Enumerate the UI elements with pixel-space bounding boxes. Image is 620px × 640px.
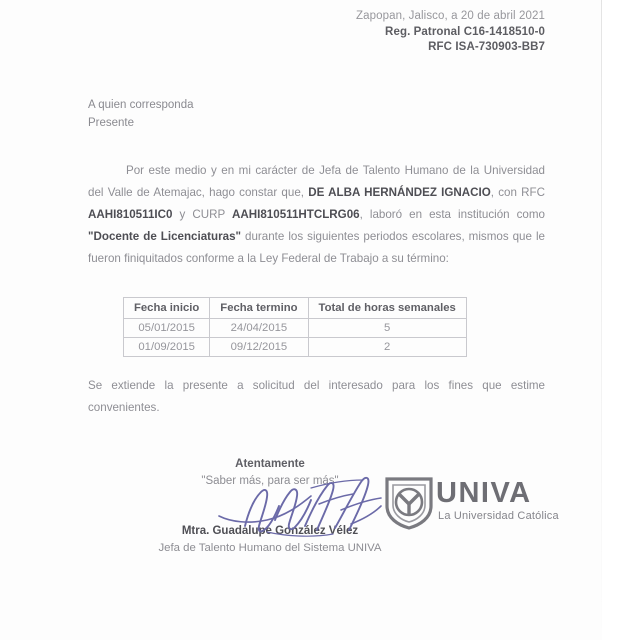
header-registro-patronal: Reg. Patronal C16-1418510-0 (385, 26, 545, 38)
table-row (124, 319, 467, 338)
signer-name: Mtra. Guadalupe González Vélez (181, 525, 359, 537)
body-segment-2: , con RFC (490, 186, 545, 199)
cell-weekly-hours: 2 (308, 338, 466, 357)
body-segment-4: , laboró en esta institución como (359, 208, 545, 221)
addressee-block (88, 96, 194, 132)
table-header-row (124, 298, 467, 319)
header-place-date: Zapopan, Jalisco, a 20 de abril 2021 (355, 10, 545, 22)
institution-motto: "Saber más, para ser más" (201, 475, 339, 487)
univa-tagline: La Universidad Católica (438, 510, 559, 522)
closing-paragraph: Se extiende la presente a solicitud del interesado para los fines que estime convenientes. (88, 379, 545, 414)
employee-name: DE ALBA HERNÁNDEZ IGNACIO (308, 186, 491, 199)
column-header-start-date: Fecha inicio (124, 298, 210, 319)
cell-start-date: 05/01/2015 (124, 319, 210, 338)
employee-position: "Docente de Licenciaturas" (88, 230, 242, 243)
cell-end-date: 09/12/2015 (210, 338, 308, 357)
body-paragraph (88, 160, 545, 270)
document-header (200, 10, 545, 56)
body-segment-5: durante los siguientes periodos escolares, mismos que le fueron finiquitados conforme a la Ley Federal de Trabajo a su término: (88, 230, 545, 265)
column-header-weekly-hours: Total de horas semanales (308, 298, 466, 319)
signature-salutation: Atentamente (235, 458, 305, 470)
column-header-end-date: Fecha termino (210, 298, 308, 319)
univa-logo (384, 476, 559, 534)
body-segment-1: Por este medio y en mi carácter de Jefa de Talento Humano de la Universidad del Valle de Atemajac, hago constar que, (88, 164, 545, 199)
signature-block (120, 458, 420, 554)
employment-periods-table (123, 297, 467, 357)
univa-shield-icon (384, 476, 434, 530)
addressee-line-2: Presente (88, 117, 135, 129)
cell-weekly-hours: 5 (308, 319, 466, 338)
scan-margin-artifact (602, 0, 620, 640)
table-row (124, 338, 467, 357)
signer-role: Jefa de Talento Humano del Sistema UNIVA (158, 542, 382, 554)
body-segment-3: y CURP (172, 208, 233, 221)
cell-start-date: 01/09/2015 (124, 338, 210, 357)
cell-end-date: 24/04/2015 (210, 319, 308, 338)
employee-rfc: AAHI810511IC0 (88, 208, 173, 221)
header-institution-rfc: RFC ISA-730903-BB7 (428, 41, 545, 53)
addressee-line-1: A quien corresponda (88, 99, 194, 111)
univa-wordmark: UNIVA (436, 477, 532, 509)
employee-curp: AAHI810511HTCLRG06 (232, 208, 360, 221)
